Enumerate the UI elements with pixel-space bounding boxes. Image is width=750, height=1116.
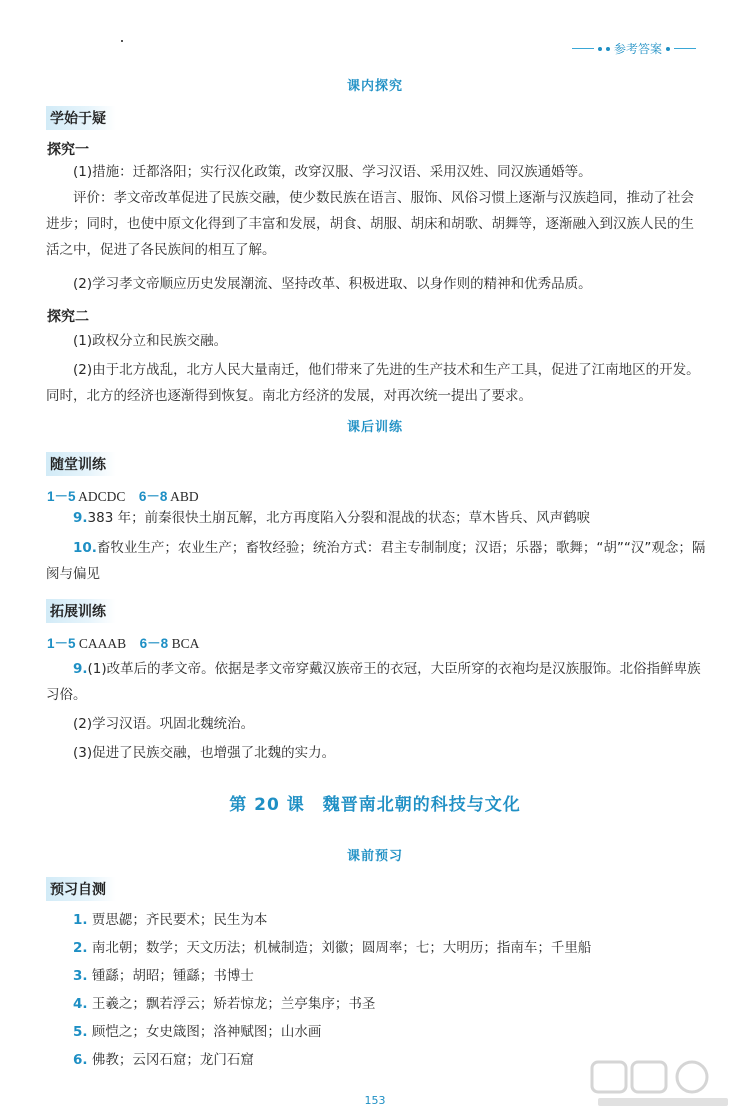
header-label: 参考答案 [613,42,662,56]
section-title-pre-class: 课前预习 [346,849,403,864]
preview-item-3 [46,962,706,990]
extend-q9-part3: (3)促进了民族交融，也增强了北魏的实力。 [73,745,336,761]
header-rule-left [572,48,594,49]
practice-q9 [46,505,706,531]
watermark-logo-icon [588,1056,748,1112]
practice-q9-text: 383 年；前秦很快土崩瓦解，北方再度陷入分裂和混战的状态；草木皆兵、风声鹤唳 [87,510,591,526]
preview-item-text: 锺繇；胡昭；锺繇；书博士 [91,968,254,984]
subsection-title-study: 学始于疑 [46,106,116,130]
explore1-heading: 探究一 [47,142,89,158]
header-rule-right [674,48,696,49]
preview-item-number: 1. [73,912,88,928]
practice-answers-6-8: ABD [167,489,199,504]
page-header [572,40,696,57]
explore2-heading: 探究二 [47,309,89,325]
explore1-measures: (1)措施：迁都洛阳；实行汉化政策，改穿汉服、学习汉语、采用汉姓、同汉族通婚等。 [73,164,592,180]
preview-item-text: 佛教；云冈石窟；龙门石窟 [91,1052,254,1068]
practice-q10 [46,535,706,587]
practice-q9-number: 9. [73,510,88,526]
explore1-spirit: (2)学习孝文帝顺应历史发展潮流、坚持改革、积极进取、以身作则的精神和优秀品质。 [73,276,592,292]
section-title-after-class: 课后训练 [346,420,403,435]
preview-item-number: 5. [73,1024,88,1040]
preview-item-number: 2. [73,940,88,956]
preview-item-text: 王羲之；飘若浮云；矫若惊龙；兰亭集序；书圣 [91,996,376,1012]
extend-q9-part2: (2)学习汉语。巩固北魏统治。 [73,716,255,732]
practice-range-6-8: 6－8 [138,489,168,504]
extend-q9 [46,656,706,708]
extend-answers-1-5: CAAAB [75,636,140,651]
preview-item-5 [46,1018,706,1046]
preview-item-text: 南北朝；数学；天文历法；机械制造；刘徽；圆周率；七；大明历；指南车；千里船 [91,940,592,956]
practice-q10-text: 畜牧业生产；农业生产；畜牧经验；统治方式：君主专制制度；汉语；乐器；歌舞；“胡”“汉”观念；隔阂与偏见 [46,540,706,582]
extend-range-6-8: 6－8 [139,636,169,651]
print-speck [121,40,123,42]
header-dot-icon [666,47,670,51]
preview-item-4 [46,990,706,1018]
preview-item-text: 顾恺之；女史箴图；洛神赋图；山水画 [91,1024,322,1040]
preview-item-text: 贾思勰；齐民要术；民生为本 [91,912,268,928]
explore2-p1: (1)政权分立和民族交融。 [73,333,228,349]
extend-range-1-5: 1－5 [47,636,76,651]
preview-item-number: 3. [73,968,88,984]
preview-item-2 [46,934,706,962]
extend-answers-6-8: BCA [168,636,200,651]
practice-q10-number: 10. [73,540,97,556]
subsection-title-extend: 拓展训练 [46,599,116,623]
preview-list [46,906,706,1074]
extend-q9-text: (1)改革后的孝文帝。依据是孝文帝穿戴汉族帝王的衣冠，大臣所穿的衣袍均是汉族服饰。北俗指鲜卑族习俗。 [46,661,701,703]
header-dot-icon [606,47,610,51]
preview-item-1 [46,906,706,934]
preview-item-number: 6. [73,1052,88,1068]
practice-answer-key [47,485,199,505]
subsection-title-preview: 预习自测 [46,877,116,901]
page-number: 153 [364,1094,386,1107]
header-dot-icon [598,47,602,51]
practice-answers-1-5: ADCDC [75,489,139,504]
explore1-evaluation: 评价：孝文帝改革促进了民族交融，使少数民族在语言、服饰、风俗习惯上逐渐与汉族趋同，推动了社会进步；同时，也使中原文化得到了丰富和发展，胡食、胡服、胡床和胡歌、胡舞等，逐渐融入到汉族人民的生活之中，促进了各民族间的相互了解。 [46,190,694,258]
extend-q9-number: 9. [73,661,88,677]
practice-range-1-5: 1－5 [47,489,76,504]
lesson-title: 第 20 课 魏晋南北朝的科技与文化 [229,795,521,815]
explore2-p2: (2)由于北方战乱，北方人民大量南迁，他们带来了先进的生产技术和生产工具，促进了江南地区的开发。同时，北方的经济也逐渐得到恢复。南北方经济的发展，对再次统一提出了要求。 [46,362,700,404]
preview-item-number: 4. [73,996,88,1012]
section-title-in-class: 课内探究 [346,79,403,94]
extend-answer-key [47,632,199,652]
subsection-title-practice: 随堂训练 [46,452,116,476]
